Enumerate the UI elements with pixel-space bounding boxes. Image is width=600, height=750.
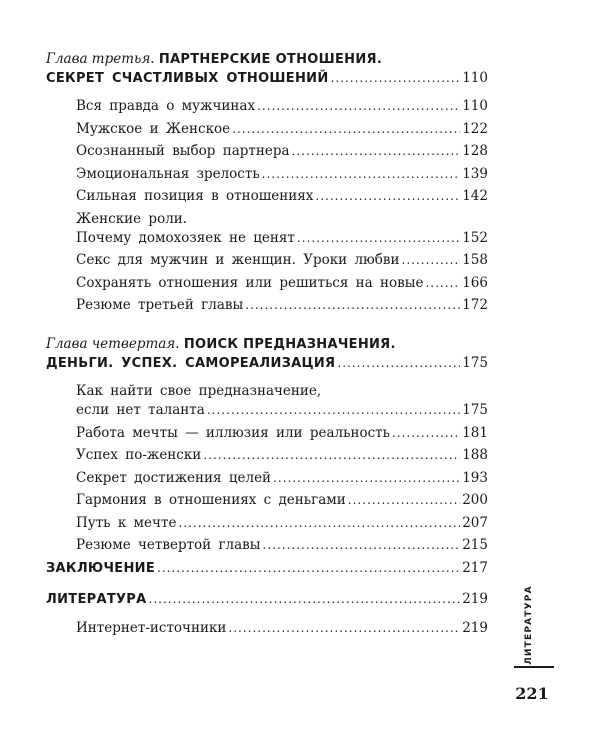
toc-entry-title: Работа мечты — иллюзия или реальность: [76, 424, 390, 441]
toc-entry[interactable]: [46, 424, 488, 443]
divider: [514, 666, 554, 668]
toc-entry-title: если нет таланта: [76, 402, 205, 418]
page-ref: 110: [462, 70, 488, 86]
toc-entry-title: Осознанный выбор партнера: [76, 143, 290, 159]
leader-dots: [263, 536, 461, 555]
toc-entry-title: Секрет достижения целей: [76, 469, 272, 486]
toc-entry[interactable]: [46, 187, 488, 206]
leader-dots: [297, 229, 460, 248]
toc-entry[interactable]: [46, 229, 488, 248]
page-ref: 219: [462, 591, 488, 607]
page-ref: 122: [462, 120, 488, 137]
chapter-3-heading[interactable]: [46, 50, 488, 69]
page-ref: 158: [462, 252, 488, 268]
page-ref: 217: [462, 560, 488, 576]
toc-entry-title: Почему домохозяек не ценят: [76, 229, 295, 246]
chapter-4-title-line2: ДЕНЬГИ. УСПЕХ. САМОРЕАЛИЗАЦИЯ: [46, 356, 336, 371]
chapter-4-heading[interactable]: [46, 335, 488, 354]
leader-dots: [149, 590, 461, 609]
leader-dots: [392, 424, 460, 443]
toc-entry-title: Вся правда о мужчинах: [76, 98, 256, 114]
running-section-text: ЛИТЕРАТУРА: [524, 585, 534, 665]
leader-dots: [257, 97, 460, 116]
leader-dots: [228, 619, 460, 638]
chapter-3-title-line1: ПАРТНЕРСКИЕ ОТНОШЕНИЯ.: [158, 52, 383, 67]
toc-entry[interactable]: [46, 514, 488, 533]
toc-entry-title-line[interactable]: Как найти свое предназначение,: [76, 383, 322, 399]
leader-dots: [203, 446, 460, 465]
page-ref: 181: [462, 424, 488, 441]
chapter-4-title-row[interactable]: [46, 354, 488, 373]
page-ref: 139: [462, 165, 488, 182]
toc-entry[interactable]: [46, 274, 488, 293]
leader-dots: [315, 187, 460, 206]
toc-entry[interactable]: [46, 165, 488, 184]
toc-entry-title: Резюме третьей главы: [76, 297, 244, 313]
chapter-3-label: Глава третья.: [46, 51, 155, 67]
page-ref: 110: [462, 98, 488, 114]
toc-entry-title: Успех по-женски: [76, 447, 202, 463]
chapter-4-label: Глава четвертая.: [46, 336, 180, 352]
chapter-3-title-line2: СЕКРЕТ СЧАСТЛИВЫХ ОТНОШЕНИЙ: [46, 71, 329, 86]
page-ref: 207: [462, 514, 488, 531]
leader-dots: [178, 514, 460, 533]
page-ref: 219: [462, 620, 488, 636]
leader-dots: [292, 142, 461, 161]
toc-entry-title: Резюме четвертой главы: [76, 537, 261, 553]
chapter-3-title-row[interactable]: [46, 69, 488, 88]
toc-entry[interactable]: [46, 469, 488, 488]
toc-entry-title-line[interactable]: Женские роли.: [76, 210, 188, 227]
page-ref: 166: [462, 274, 488, 291]
page-ref: 175: [462, 402, 488, 418]
leader-dots: [273, 469, 460, 488]
toc-entry-title: Путь к мечте: [76, 514, 177, 531]
toc-entry[interactable]: [46, 446, 488, 465]
toc-literature[interactable]: [46, 590, 488, 609]
page-ref: 200: [462, 492, 488, 508]
page-ref: 172: [462, 297, 488, 313]
toc-entry-title: Гармония в отношениях с деньгами: [76, 492, 346, 508]
leader-dots: [262, 165, 461, 184]
toc-entry[interactable]: [46, 536, 488, 555]
toc-entry-title: Эмоциональная зрелость: [76, 165, 260, 182]
leader-dots: [331, 69, 461, 88]
toc-entry[interactable]: [46, 296, 488, 315]
toc-entry-title: Сильная позиция в отношениях: [76, 188, 314, 204]
page-ref: 128: [462, 143, 488, 159]
leader-dots: [232, 120, 460, 139]
toc-entry-title: Секс для мужчин и женщин. Уроки любви: [76, 252, 400, 268]
page-ref: 152: [462, 229, 488, 246]
leader-dots: [402, 251, 461, 270]
leader-dots: [207, 401, 460, 420]
page-ref: 188: [462, 447, 488, 463]
table-of-contents: [46, 50, 488, 638]
toc-entry[interactable]: [46, 251, 488, 270]
page-ref: 175: [462, 355, 488, 371]
toc-entry-title: Мужское и Женское: [76, 120, 231, 137]
page-ref: 142: [462, 188, 488, 204]
toc-entry[interactable]: [46, 97, 488, 116]
toc-entry-title: Интернет-источники: [76, 620, 227, 636]
toc-conclusion[interactable]: [46, 559, 488, 578]
running-section-label: [514, 585, 544, 665]
toc-entry[interactable]: [46, 401, 488, 420]
leader-dots: [245, 296, 460, 315]
toc-entry[interactable]: [46, 491, 488, 510]
toc-entry[interactable]: [46, 120, 488, 139]
leader-dots: [348, 491, 460, 510]
page-ref: 215: [462, 537, 488, 553]
toc-entry[interactable]: [46, 142, 488, 161]
toc-entry[interactable]: [46, 619, 488, 638]
conclusion-title: ЗАКЛЮЧЕНИЕ: [46, 561, 156, 576]
leader-dots: [337, 354, 460, 373]
leader-dots: [157, 559, 460, 578]
chapter-4-title-line1: ПОИСК ПРЕДНАЗНАЧЕНИЯ.: [183, 337, 396, 352]
page-ref: 193: [462, 469, 488, 486]
leader-dots: [425, 274, 460, 293]
toc-entry-title: Сохранять отношения или решиться на новые: [76, 274, 424, 291]
page-number: 221: [515, 684, 549, 703]
literature-title: ЛИТЕРАТУРА: [46, 592, 147, 607]
